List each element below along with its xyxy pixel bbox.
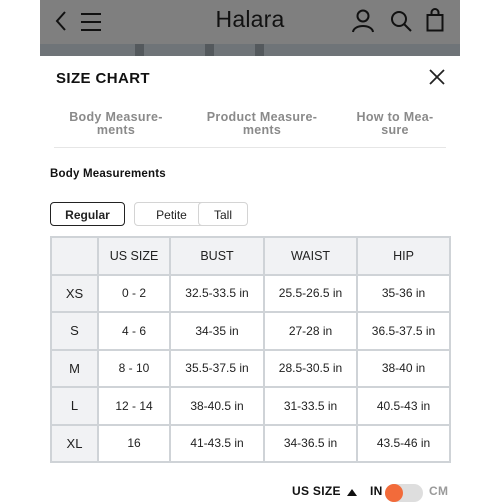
table-cell: 28.5-30.5 in (264, 350, 357, 388)
table-cell: 31-33.5 in (264, 387, 357, 425)
tab-label-line: ments (96, 123, 136, 137)
table-cell: 40.5-43 in (357, 387, 450, 425)
modal-title: SIZE CHART (56, 70, 150, 87)
table-header-cell: BUST (170, 237, 264, 275)
tab-body-measurements[interactable] (60, 111, 172, 137)
tab-label-line: ments (242, 123, 282, 137)
fit-option-petite[interactable]: Petite (134, 202, 209, 226)
table-cell: 32.5-33.5 in (170, 275, 264, 313)
table-cell: L (51, 387, 98, 425)
table-header-cell: WAIST (264, 237, 357, 275)
size-table (50, 236, 451, 463)
table-cell: XL (51, 425, 98, 463)
tab-divider (54, 147, 446, 148)
tab-how-to-measure[interactable] (345, 111, 445, 137)
table-cell: 35-36 in (357, 275, 450, 313)
table-cell: 36.5-37.5 in (357, 312, 450, 350)
table-cell: 35.5-37.5 in (170, 350, 264, 388)
size-chart-modal (40, 56, 460, 500)
table-row (51, 387, 450, 425)
table-cell: 38-40.5 in (170, 387, 264, 425)
table-cell: 41-43.5 in (170, 425, 264, 463)
table-row (51, 425, 450, 463)
unit-cm-label: CM (429, 484, 449, 498)
fit-option-regular[interactable]: Regular (50, 202, 125, 226)
tab-label-line: How to Mea- (356, 110, 434, 124)
shopping-bag-icon[interactable] (426, 8, 444, 32)
table-cell: 4 - 6 (98, 312, 170, 350)
app-header (40, 0, 460, 44)
table-header-cell (51, 237, 98, 275)
close-icon[interactable] (428, 68, 446, 86)
table-cell: 12 - 14 (98, 387, 170, 425)
table-cell: XS (51, 275, 98, 313)
table-cell: 38-40 in (357, 350, 450, 388)
table-cell: 27-28 in (264, 312, 357, 350)
table-row (51, 275, 450, 313)
table-cell: 43.5-46 in (357, 425, 450, 463)
table-header-cell: HIP (357, 237, 450, 275)
table-cell: 0 - 2 (98, 275, 170, 313)
fit-option-tall[interactable]: Tall (198, 202, 248, 226)
table-cell: M (51, 350, 98, 388)
tab-product-measurements[interactable] (200, 111, 324, 137)
unit-in-label: IN (370, 484, 383, 498)
table-header-row (51, 237, 450, 275)
size-system-select[interactable]: US SIZE (292, 484, 341, 498)
table-row (51, 312, 450, 350)
search-icon[interactable] (390, 10, 412, 32)
tab-label-line: Product Measure- (206, 110, 318, 124)
table-cell: S (51, 312, 98, 350)
account-icon[interactable] (352, 9, 374, 33)
table-header-cell: US SIZE (98, 237, 170, 275)
table-cell: 34-35 in (170, 312, 264, 350)
section-title: Body Measurements (50, 168, 166, 180)
tab-label-line: sure (381, 123, 409, 137)
table-cell: 25.5-26.5 in (264, 275, 357, 313)
unit-toggle[interactable] (385, 484, 423, 502)
brand-logo[interactable]: Halara (215, 6, 285, 32)
table-cell: 8 - 10 (98, 350, 170, 388)
table-cell: 34-36.5 in (264, 425, 357, 463)
product-image-strip (40, 44, 460, 56)
tab-label-line: Body Measure- (69, 110, 163, 124)
table-cell: 16 (98, 425, 170, 463)
table-row (51, 350, 450, 388)
toggle-knob (385, 484, 403, 502)
caret-up-icon[interactable] (347, 489, 357, 496)
